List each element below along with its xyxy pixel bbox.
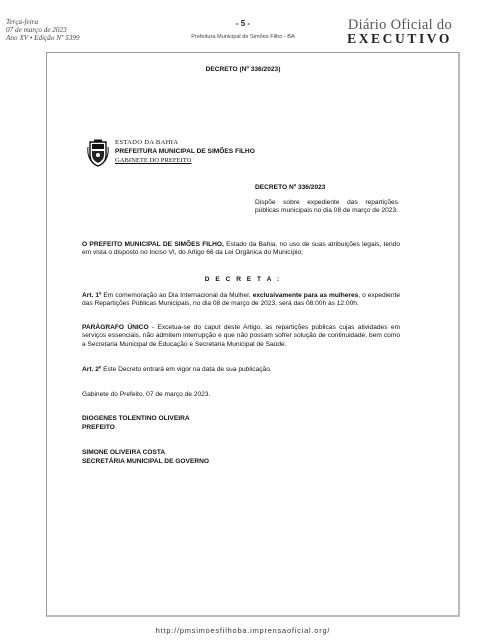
signature-mayor	[82, 415, 190, 432]
article-1-label: Art. 1º	[82, 292, 102, 299]
cabinet-name: GABINETE DO PREFEITO	[115, 156, 192, 164]
decree-number: DECRETO Nº 336/2023	[255, 184, 326, 191]
journal-title: Diário Oficial do	[347, 17, 452, 33]
edition-number: Ano XV • Edição Nº 5399	[6, 34, 80, 43]
page-number: - 5 -	[235, 19, 251, 28]
preamble-authority: O PREFEITO MUNICIPAL DE SIMÕES FILHO,	[82, 241, 224, 248]
municipal-coat-of-arms-icon	[87, 139, 109, 167]
signer-1-role: PREFEITO	[82, 423, 115, 431]
preamble	[82, 241, 400, 258]
signer-2-role: SECRETÁRIA MUNICIPAL DE GOVERNO	[82, 457, 209, 465]
sole-paragraph-label: PARÁGRAFO ÚNICO	[82, 324, 149, 331]
city-hall-name: PREFEITURA MUNICIPAL DE SIMÕES FILHO	[115, 147, 255, 155]
issue-date: 07 de março de 2023	[6, 26, 67, 35]
issuing-authority	[115, 139, 255, 165]
article-1-emphasis: exclusivamente para as mulheres	[252, 292, 359, 299]
signer-2-name: SIMONE OLIVEIRA COSTA	[82, 449, 166, 456]
decree-summary: Dispõe sobre expediente das repartições públicas municipais no dia 08 de março de 2023.	[255, 199, 398, 215]
footer-url[interactable]: http://pmsimoesfilhoba.imprensaoficial.org/	[155, 626, 331, 635]
article-1-text-cont: , o expediente das Repartições Públicas Municipais, no dia 08 de março de 2023, será das 08:00h às 12:00h.	[82, 292, 401, 308]
article-2-text: Este Decreto entrará em vigor na data de sua publicação.	[101, 366, 272, 373]
weekday: Terça-feira	[6, 18, 39, 26]
article-1-text: Em comemoração ao Dia Internacional da Mulher,	[101, 292, 253, 299]
preamble-text: Estado da Bahia, no uso de suas atribuições legais, tendo em vista o disposto no Inciso VI, do Artigo 66 da Lei Orgânica do Município;	[82, 241, 400, 257]
document-title: DECRETO (Nº 336/2023)	[205, 66, 281, 73]
sole-paragraph	[82, 324, 400, 349]
signer-1-name: DIOGENES TOLENTINO OLIVEIRA	[82, 415, 190, 422]
article-2-label: Art. 2º	[82, 366, 102, 373]
state-name: ESTADO DA BAHIA	[115, 139, 179, 146]
place-and-date: Gabinete do Prefeito, 07 de março de 2023.	[82, 391, 211, 398]
publisher-name: Prefeitura Municipal de Simões Filho - BA	[191, 34, 295, 40]
article-2	[82, 366, 400, 374]
article-1	[82, 292, 400, 309]
signature-secretary	[82, 449, 209, 466]
sole-paragraph-text: - Excetua-se do caput deste Artigo, as repartições públicas cujas atividades em serviços essenciais, não admitem interrupção e que não possam sofrer solução de continuidade, bem como a Secretaria Municipal de Educação e Secretaria Municipal de Saúde.	[82, 324, 400, 348]
journal-subtitle: EXECUTIVO	[347, 31, 452, 46]
decreta-heading: D E C R E T A :	[204, 276, 282, 283]
